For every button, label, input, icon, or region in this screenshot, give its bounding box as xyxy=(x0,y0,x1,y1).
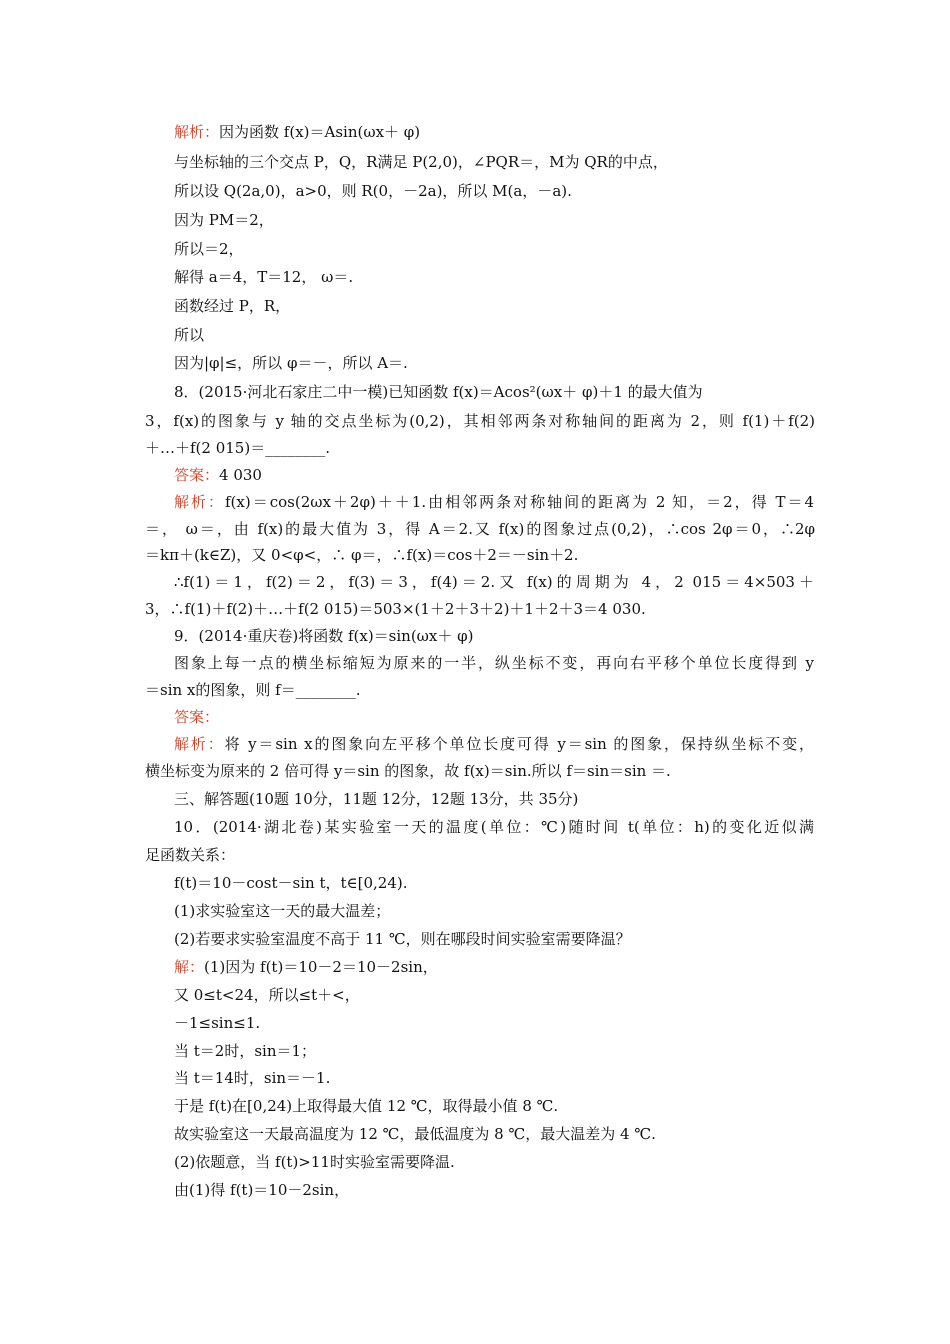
q9-stem-line-3: ＝sin x的图象，则 f＝________. xyxy=(145,681,361,699)
q10-solution-line-4: 当 t＝2时，sin＝1； xyxy=(174,1042,317,1060)
analysis-label: 解析： xyxy=(174,123,220,141)
q10-stem-line-5: (2)若要求实验室温度不高于 11 ℃，则在哪段时间实验室需要降温？ xyxy=(174,930,631,948)
q8-stem-line-2: 3，f(x)的图象与 y 轴的交点坐标为(0,2)，其相邻两条对称轴间的距离为 2，则 f(1)＋f(2) xyxy=(145,412,815,430)
q7-analysis-line-5: 所以＝2， xyxy=(174,240,244,258)
answer-label: 答案： xyxy=(174,708,220,726)
q8-analysis-line-5: 3，∴f(1)＋f(2)＋…＋f(2 015)＝503×(1＋2＋3＋2)＋1＋2＋3＝4 030. xyxy=(145,600,646,618)
q9-stem-line-2: 图象上每一点的横坐标缩短为原来的一半，纵坐标不变，再向右平移个单位长度得到 y xyxy=(174,654,814,672)
q8-analysis-line-4: ∴f(1)＝1，f(2)＝2，f(3)＝3，f(4)＝2.又 f(x)的周期为 4，2 015＝4×503＋ xyxy=(174,573,814,591)
q8-answer-line: 答案：4 030 xyxy=(174,466,262,484)
q10-stem-line-3: f(t)＝10－cost－sin t，t∈[0,24). xyxy=(174,874,408,892)
q9-answer-line xyxy=(174,707,814,727)
q10-solution-line-8: (2)依题意，当 f(t)>11时实验室需要降温. xyxy=(174,1153,455,1171)
q10-solution-line-5: 当 t＝14时，sin＝－1. xyxy=(174,1069,331,1087)
section-heading: 三、解答题(10题 10分，11题 12分，12题 13分，共 35分) xyxy=(174,790,579,808)
q9-stem-line-1: 9．(2014·重庆卷)将函数 f(x)＝sin(ωx＋ φ) xyxy=(174,627,474,645)
q10-solution-line-1: 解：(1)因为 f(t)＝10－2＝10－2sin， xyxy=(174,958,438,976)
q10-stem-line-1: 10．(2014·湖北卷)某实验室一天的温度(单位：℃)随时间 t(单位：h)的变化近似满 xyxy=(174,818,814,836)
q7-analysis-line-4: 因为 PM＝2， xyxy=(174,211,274,229)
q7-analysis-line-8: 所以 xyxy=(174,326,205,344)
analysis-label: 解析： xyxy=(174,735,225,753)
analysis-label: 解析： xyxy=(174,493,225,511)
q8-stem-line-1: 8．(2015·河北石家庄二中一模)已知函数 f(x)＝Acos²(ωx＋ φ)＋1 的最大值为 xyxy=(174,383,703,401)
q7-analysis-line-7: 函数经过 P，R， xyxy=(174,297,291,315)
q10-solution-line-3: －1≤sin≤1. xyxy=(174,1014,261,1032)
q8-analysis-line-3: ＝kπ＋(k∈Z)，又 0<φ<，∴ φ＝，∴f(x)＝cos＋2＝－sin＋2. xyxy=(145,546,579,564)
q8-analysis-line-2: ＝， ω＝，由 f(x)的最大值为 3，得 A＝2.又 f(x)的图象过点(0,2)，∴cos 2φ＝0，∴2φ xyxy=(145,520,815,538)
q10-solution-line-6: 于是 f(t)在[0,24)上取得最大值 12 ℃，取得最小值 8 ℃. xyxy=(174,1097,559,1115)
q10-stem-line-2: 足函数关系： xyxy=(145,846,236,864)
q10-solution-line-2: 又 0≤t<24，所以≤t＋<， xyxy=(174,986,360,1004)
q7-analysis-line-6: 解得 a＝4，T＝12， ω＝. xyxy=(174,268,354,286)
q7-analysis-line-3: 所以设 Q(2a,0)，a>0，则 R(0，－2a)，所以 M(a，－a). xyxy=(174,182,572,200)
q10-stem-line-4: (1)求实验室这一天的最大温差； xyxy=(174,902,391,920)
q10-solution-line-7: 故实验室这一天最高温度为 12 ℃，最低温度为 8 ℃，最大温差为 4 ℃. xyxy=(174,1125,656,1143)
q10-solution-line-9: 由(1)得 f(t)＝10－2sin， xyxy=(174,1181,350,1199)
solution-label: 解： xyxy=(174,958,205,976)
q7-analysis-line-2: 与坐标轴的三个交点 P，Q，R满足 P(2,0)，∠PQR＝，M为 QR的中点， xyxy=(174,153,668,171)
q9-analysis-line-1: 解析：将 y＝sin x的图象向左平移个单位长度可得 y＝sin 的图象，保持纵坐标不变， xyxy=(174,735,814,753)
q8-stem-line-3: ＋…＋f(2 015)＝________. xyxy=(145,439,330,457)
q7-analysis-line-1: 解析：因为函数 f(x)＝Asin(ωx＋ φ) xyxy=(174,123,421,141)
q8-analysis-line-1: 解析：f(x)＝cos(2ωx＋2φ)＋＋1.由相邻两条对称轴间的距离为 2 知，＝2，得 T＝4 xyxy=(174,493,814,511)
answer-label: 答案： xyxy=(174,466,220,484)
q7-analysis-line-9: 因为|φ|≤，所以 φ＝－，所以 A＝. xyxy=(174,354,408,372)
q9-analysis-line-2: 横坐标变为原来的 2 倍可得 y＝sin 的图象，故 f(x)＝sin.所以 f＝sin＝sin ＝. xyxy=(145,762,671,780)
